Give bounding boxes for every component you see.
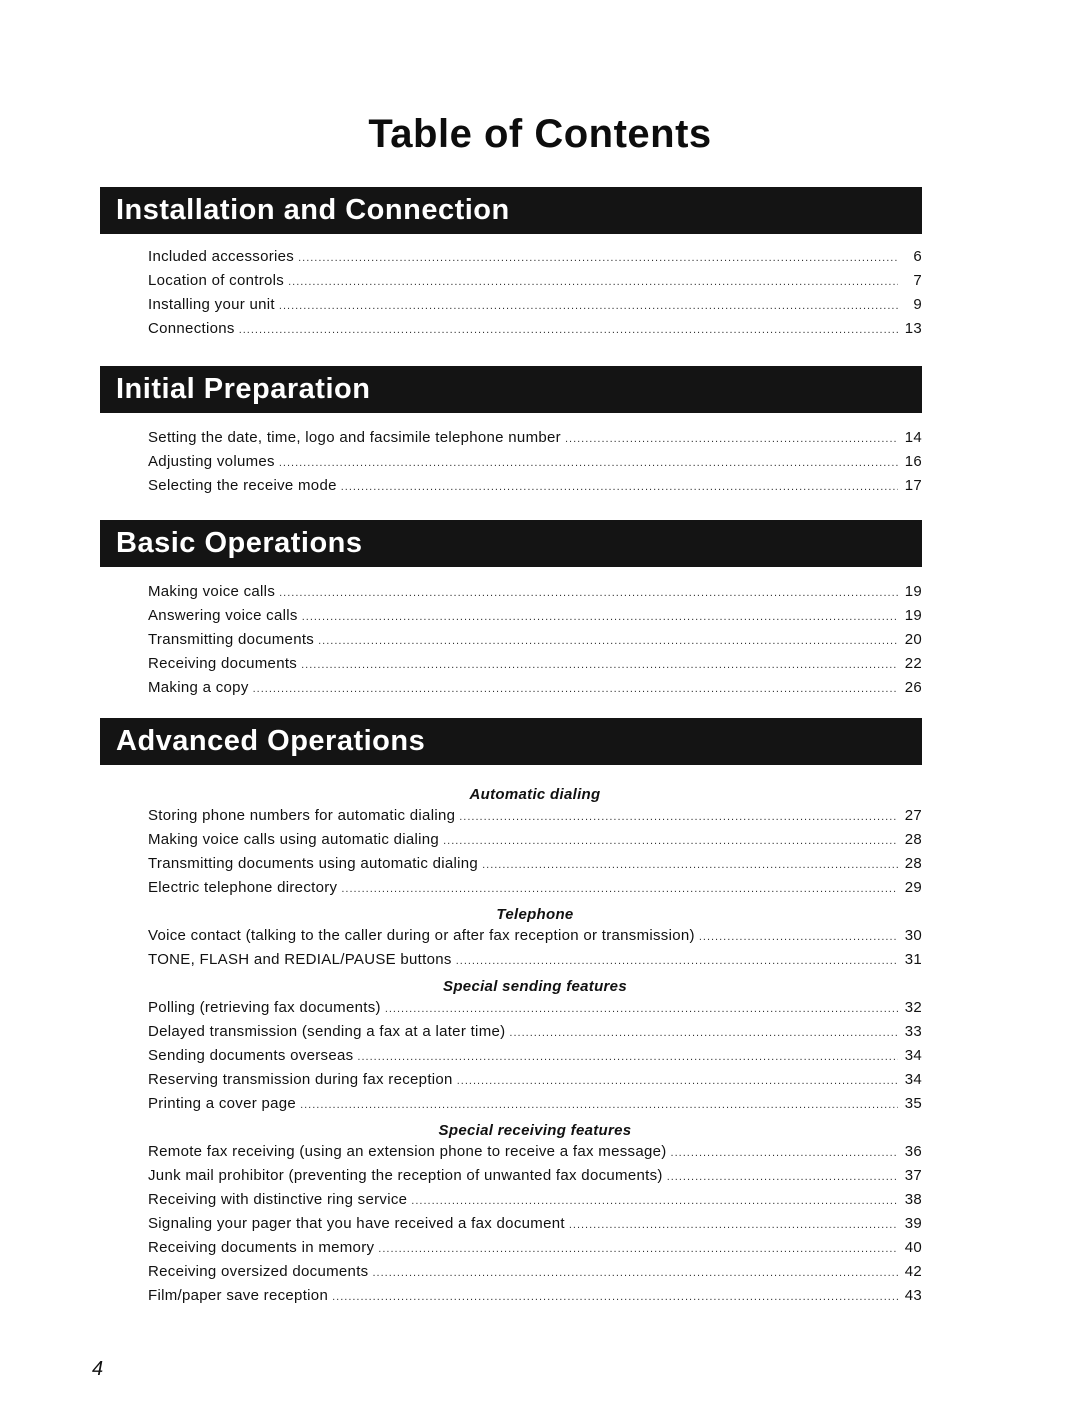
leader-dots [699,931,898,943]
entry-page: 28 [904,831,922,848]
entry-page: 6 [913,248,922,265]
leader-dots [378,1243,898,1255]
entry-label: Receiving oversized documents [148,1263,369,1280]
toc-entry[interactable] [148,655,922,679]
toc-entry[interactable] [148,807,922,831]
toc-entry[interactable] [148,1023,922,1047]
entry-label: Adjusting volumes [148,453,275,470]
leader-dots [253,683,898,695]
toc-entry[interactable] [148,679,922,703]
entry-label: Making a copy [148,679,249,696]
section-heading: Advanced Operations [100,718,922,765]
leader-dots [298,252,898,264]
entry-page: 13 [904,320,922,337]
entry-label: Location of controls [148,272,285,289]
entry-label: TONE, FLASH and REDIAL/PAUSE buttons [148,951,452,968]
subsection-heading: Special sending features [443,978,627,995]
entry-page: 32 [904,999,922,1016]
section-heading: Initial Preparation [100,366,922,413]
toc-entry[interactable] [148,320,922,344]
leader-dots [385,1003,898,1015]
leader-dots [372,1267,898,1279]
entry-page: 19 [904,607,922,624]
leader-dots [569,1219,898,1231]
leader-dots [239,324,898,336]
toc-entry[interactable] [148,1263,922,1287]
entry-label: Junk mail prohibitor (preventing the reception of unwanted fax documents) [148,1167,663,1184]
entry-label: Polling (retrieving fax documents) [148,999,381,1016]
toc-entry[interactable] [148,831,922,855]
section-heading: Basic Operations [100,520,922,567]
toc-entry[interactable] [148,1215,922,1239]
toc-entry[interactable] [148,583,922,607]
toc-entry[interactable] [148,951,922,975]
entry-page: 17 [904,477,922,494]
toc-entry[interactable] [148,1287,922,1311]
entry-page: 19 [904,583,922,600]
entry-label: Answering voice calls [148,607,298,624]
leader-dots [411,1195,898,1207]
leader-dots [300,1099,898,1111]
leader-dots [482,859,898,871]
toc-entry[interactable] [148,477,922,501]
entry-label: Setting the date, time, logo and facsimile telephone number [148,429,561,446]
entry-page: 14 [904,429,922,446]
toc-entry[interactable] [148,1143,922,1167]
entry-page: 9 [913,296,922,313]
section-initial-preparation [0,366,1080,501]
entry-page: 38 [904,1191,922,1208]
section-heading: Installation and Connection [100,187,922,234]
entry-page: 26 [904,679,922,696]
entry-page: 33 [904,1023,922,1040]
leader-dots [509,1027,898,1039]
entry-label: Making voice calls using automatic dialing [148,831,440,848]
entry-page: 30 [904,927,922,944]
leader-dots [667,1171,898,1183]
entry-page: 28 [904,855,922,872]
entry-page: 22 [904,655,922,672]
entry-page: 40 [904,1239,922,1256]
entry-page: 36 [904,1143,922,1160]
toc-entry[interactable] [148,272,922,296]
toc-entry[interactable] [148,248,922,272]
entry-label: Installing your unit [148,296,275,313]
toc-entry[interactable] [148,999,922,1023]
subsection-heading: Telephone [496,906,574,923]
entry-page: 16 [904,453,922,470]
entry-page: 35 [904,1095,922,1112]
entry-label: Sending documents overseas [148,1047,354,1064]
leader-dots [288,276,898,288]
leader-dots [279,587,898,599]
section-basic-operations [0,520,1080,703]
toc-entry[interactable] [148,1095,922,1119]
section-advanced-operations [0,718,1080,1311]
entry-label: Storing phone numbers for automatic dialing [148,807,456,824]
toc-entry[interactable] [148,1239,922,1263]
leader-dots [671,1147,898,1159]
toc-entry[interactable] [148,1191,922,1215]
toc-entry[interactable] [148,1071,922,1095]
leader-dots [302,611,898,623]
entry-label: Voice contact (talking to the caller during or after fax reception or transmission) [148,927,695,944]
toc-entry[interactable] [148,1167,922,1191]
section-installation [0,187,1080,344]
entry-label: Making voice calls [148,583,276,600]
entry-page: 34 [904,1071,922,1088]
toc-entry[interactable] [148,879,922,903]
leader-dots [279,300,898,312]
entry-label: Connections [148,320,235,337]
leader-dots [301,659,898,671]
entry-label: Printing a cover page [148,1095,297,1112]
subsection-heading: Automatic dialing [469,786,601,803]
entry-page: 34 [904,1047,922,1064]
entry-label: Transmitting documents [148,631,315,648]
entry-label: Receiving documents in memory [148,1239,375,1256]
toc-entry[interactable] [148,1047,922,1071]
entry-page: 7 [913,272,922,289]
entry-label: Receiving with distinctive ring service [148,1191,408,1208]
leader-dots [318,635,898,647]
page-number: 4 [92,1358,104,1380]
subsection-heading: Special receiving features [438,1122,632,1139]
toc-entry[interactable] [148,607,922,631]
entry-page: 20 [904,631,922,648]
entry-label: Remote fax receiving (using an extension phone to receive a fax message) [148,1143,667,1160]
entry-label: Selecting the receive mode [148,477,337,494]
entry-page: 31 [904,951,922,968]
leader-dots [279,457,898,469]
entry-label: Electric telephone directory [148,879,338,896]
leader-dots [459,811,898,823]
entry-page: 42 [904,1263,922,1280]
leader-dots [357,1051,898,1063]
entry-label: Included accessories [148,248,295,265]
entry-label: Signaling your pager that you have received a fax document [148,1215,565,1232]
entry-page: 27 [904,807,922,824]
leader-dots [565,433,898,445]
toc-entry[interactable] [148,927,922,951]
entry-label: Film/paper save reception [148,1287,329,1304]
entry-page: 39 [904,1215,922,1232]
leader-dots [332,1291,898,1303]
leader-dots [457,1075,898,1087]
entry-label: Delayed transmission (sending a fax at a later time) [148,1023,506,1040]
toc-entry[interactable] [148,429,922,453]
entry-label: Reserving transmission during fax reception [148,1071,453,1088]
leader-dots [341,481,898,493]
toc-entry[interactable] [148,453,922,477]
toc-entry[interactable] [148,296,922,320]
toc-entry[interactable] [148,631,922,655]
leader-dots [443,835,898,847]
leader-dots [456,955,898,967]
entry-page: 43 [904,1287,922,1304]
toc-entry[interactable] [148,855,922,879]
entry-label: Receiving documents [148,655,298,672]
page-title: Table of Contents [368,112,712,156]
entry-page: 37 [904,1167,922,1184]
leader-dots [341,883,898,895]
entry-page: 29 [904,879,922,896]
entry-label: Transmitting documents using automatic dialing [148,855,479,872]
